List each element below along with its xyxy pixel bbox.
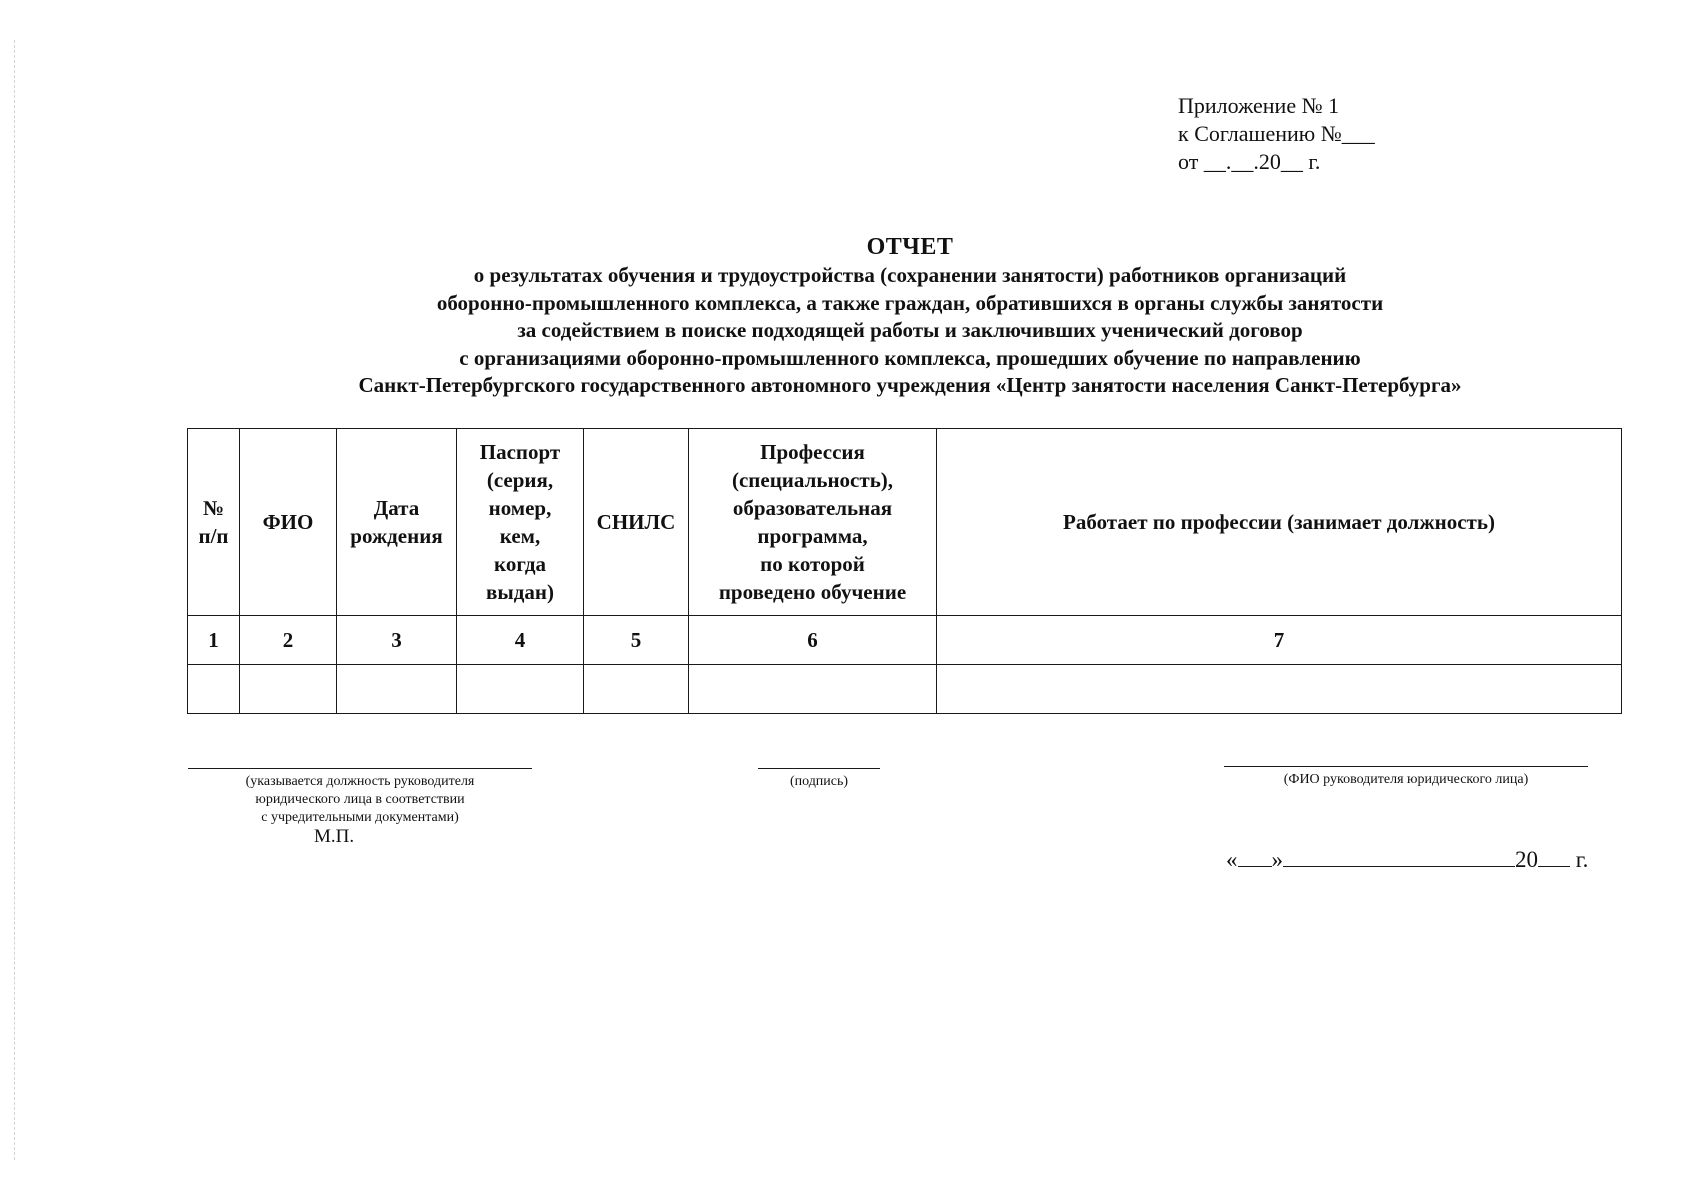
report-subtitle-line: о результатах обучения и трудоустройства (сохранении занятости) работников организаций: [473, 263, 1347, 287]
position-caption-line: юридического лица в соответствии: [255, 792, 465, 807]
director-name-caption: (ФИО руководителя юридического лица): [1283, 772, 1529, 787]
report-subtitle-line: Санкт-Петербургского государственного автономного учреждения «Центр занятости населения Санкт-Петербурга»: [358, 373, 1462, 397]
column-number: 6: [689, 616, 937, 665]
table-cell-empty[interactable]: [240, 665, 337, 714]
column-header-full-name: ФИО: [240, 429, 337, 616]
position-blank-line[interactable]: [188, 768, 532, 769]
position-signature-field: [188, 768, 532, 827]
date-open-quote: «: [1226, 847, 1238, 872]
column-number: 3: [337, 616, 457, 665]
report-subtitle-line: с организациями оборонно-промышленного комплекса, прошедших обучение по направлению: [459, 345, 1361, 370]
column-number: 1: [188, 616, 240, 665]
stamp-place-label: М.П.: [314, 826, 355, 847]
appendix-number: Приложение № 1: [1178, 93, 1340, 118]
scan-edge: [14, 40, 15, 1160]
column-number-row: [188, 616, 1622, 665]
table-cell-empty[interactable]: [457, 665, 584, 714]
column-header-snils: СНИЛС: [584, 429, 689, 616]
report-table: [187, 428, 1622, 714]
director-name-blank-line[interactable]: [1224, 766, 1588, 767]
column-number: 5: [584, 616, 689, 665]
column-header-profession: Профессия (специальность), образовательная программа, по которой проведено обучение: [689, 429, 937, 616]
column-number: 4: [457, 616, 584, 665]
appendix-reference: [1178, 92, 1375, 176]
year-suffix: г.: [1575, 847, 1589, 872]
director-name-field: [1224, 766, 1588, 789]
report-subtitle-line: оборонно-промышленного комплекса, а также граждан, обратившихся в органы службы занятости: [436, 290, 1384, 315]
signature-field: [758, 768, 880, 791]
report-subtitle-line: за содействием в поиске подходящей работы и заключивших ученический договор: [517, 318, 1303, 342]
column-header-row-number: № п/п: [188, 429, 240, 616]
year-blank[interactable]: [1538, 846, 1570, 867]
day-blank[interactable]: [1238, 846, 1272, 867]
year-prefix: 20: [1515, 847, 1538, 872]
table-row: [188, 665, 1622, 714]
column-header-birth-date: Дата рождения: [337, 429, 457, 616]
signature-blank-line[interactable]: [758, 768, 880, 769]
position-caption-line: (указывается должность руководителя: [245, 774, 475, 789]
column-number: 2: [240, 616, 337, 665]
month-blank[interactable]: [1283, 846, 1515, 867]
date-close-quote: »: [1271, 847, 1283, 872]
column-header-employment: Работает по профессии (занимает должность): [937, 429, 1622, 616]
agreement-number: к Соглашению №___: [1178, 121, 1375, 146]
table-cell-empty[interactable]: [188, 665, 240, 714]
table-cell-empty[interactable]: [689, 665, 937, 714]
column-header-passport: Паспорт (серия, номер, кем, когда выдан): [457, 429, 584, 616]
signature-caption: (подпись): [789, 774, 849, 789]
agreement-date: от __.__.20__ г.: [1178, 149, 1321, 174]
table-cell-empty[interactable]: [937, 665, 1622, 714]
column-number: 7: [937, 616, 1622, 665]
table-header-row: [188, 429, 1622, 616]
report-title: ОТЧЕТ: [866, 234, 954, 260]
table-cell-empty[interactable]: [584, 665, 689, 714]
position-caption-line: с учредительными документами): [261, 810, 459, 825]
report-heading: [120, 232, 1698, 400]
signing-date: [1226, 846, 1588, 873]
table-cell-empty[interactable]: [337, 665, 457, 714]
